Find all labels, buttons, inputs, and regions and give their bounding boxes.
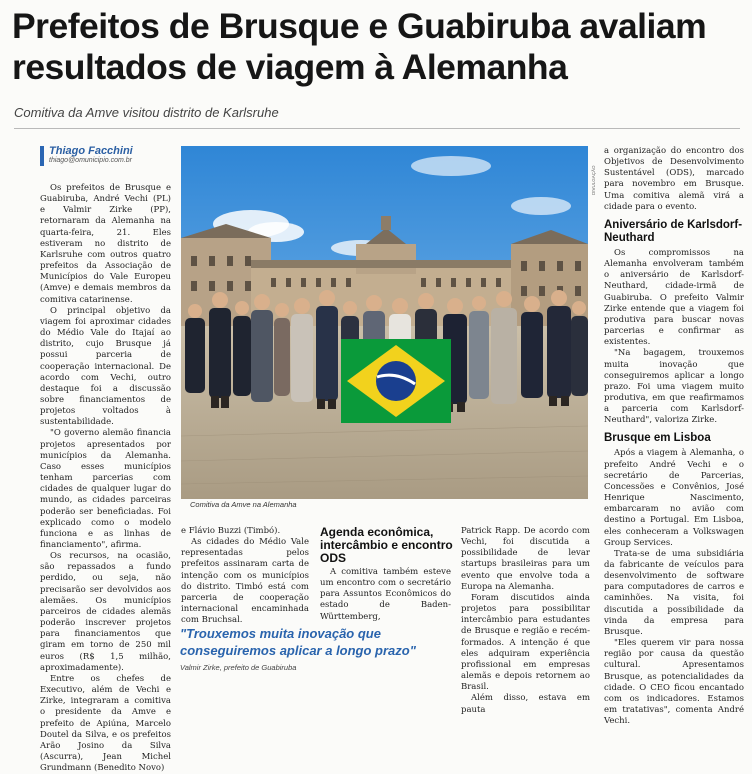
paragraph: Os compromissos na Alemanha envolveram também o aniversário de Karlsdorf-Neuthard, cidade-irmã de Guabiruba. O prefeito Valmir Zirke entende que a viagem foi produtiva para buscar novas parcerias e confirmar as existentes. [604,247,744,348]
section-heading-lisboa: Brusque em Lisboa [604,432,711,445]
article-column-4 [461,526,590,715]
brazil-flag-icon [341,339,451,423]
paragraph: Os recursos, na ocasião, são repassados a fundo perdido, ou seja, não precisarão ser devolvidos aos alemães. Os municípios parceiros de cidades alemãs poderão inscrever projetos para financiamentos que giram em torno de 250 mil euros (R$ 1,5 milhão, aproximadamente). [40,551,171,673]
section-heading-aniversario: Aniversário de Karlsdorf-Neuthard [604,218,743,244]
paragraph: Além disso, estava em pauta [461,693,590,715]
paragraph: "Eles querem vir para nossa região por causa da questão cultural. Apresentamos Brusque, as potencialidades da cidade. O CEO ficou encantado com os indicadores. Estamos em tratativas", comenta André Vechi. [604,638,744,727]
paragraph: Entre os chefes de Executivo, além de Vechi e Zirke, integraram a comitiva o presidente da Amve e prefeito de Apiúna, Marcelo Doutel da Silva, e os prefeitos Arão Josino da Silva (Ascurra), Jean Michel Grundmann (Benedito Novo) [40,673,171,774]
paragraph: O principal objetivo da viagem foi aproximar cidades do Médio Vale do Itajaí ao distrito, cujo Brusque já possui parceria de cooperação internacional. De acordo com Vechi, outro destaque foi a discussão sobre financiamentos de projetos voltados à sustentabilidade. [40,305,171,428]
paragraph: Foram discutidos ainda projetos para possibilitar intercâmbio para estudantes de Brusque e região e recém-formados. A intenção é que eles adquiram experiência profissional em empresas alemãs e depois retornem ao Brasil. [461,592,590,693]
photo-illustration [181,146,588,499]
photo-credit: DIVULGAÇÃO [591,165,596,195]
paragraph: Após a viagem à Alemanha, o prefeito André Vechi e o secretário de Parcerias, Concessões e Convênios, José Henrique Nascimento, embarcaram no avião com destino a Portugal. Em Lisboa, eles conheceram a Volkswagen Group Services. [604,448,744,548]
byline-accent-bar [40,146,44,166]
headline: Prefeitos de Brusque e Guabiruba avaliam resultados de viagem à Alemanha [12,6,707,87]
paragraph: "Na bagagem, trouxemos muita inovação que conseguiremos aplicar a longo prazo. Foi uma viagem muito produtiva, em que reafirmamos a parceria com Karlsdorf-Neuthard", valoriza Zirke. [604,348,744,426]
pull-quote: "Trouxemos muita inovação que conseguiremos aplicar a longo prazo" [180,626,416,658]
paragraph: As cidades do Médio Vale representadas pelos prefeitos assinaram carta de intenção com os municípios do distrito. Timbó está com parceria de cooperação internacional encaminhada com Bruchsal. [181,537,309,626]
paragraph: a organização do encontro dos Objetivos de Desenvolvimento Sustentável (ODS), marcado para novembro em Brusque. Uma comitiva alemã virá a cidade para o evento. [604,146,744,212]
byline-email[interactable]: thiago@omunicipio.com.br [49,157,132,164]
section-heading-agenda: Agenda econômica, intercâmbio e encontro ODS [320,525,453,565]
deck-subtitle: Comitiva da Amve visitou distrito de Karlsruhe [14,105,279,120]
paragraph: Trata-se de uma subsidiária da fabricante de veículos para desenvolvimento de software para computadores de carros e caminhões. Na visita, foi discutida a possibilidade da vinda da empresa para Brusque. [604,548,744,637]
paragraph: "O governo alemão financia projetos apresentados por municípios da Alemanha. Caso esses municípios tenham parcerias com cidades de qualquer lugar do mundo, as cidades parceiras poderão ser beneficiadas. Foi explicado como o modelo funciona e as linhas de financiamento", afirma. [40,428,171,550]
article-column-1 [40,183,171,774]
paragraph: Os prefeitos de Brusque e Guabiruba, André Vechi (PL) e Valmir Zirke (PP), retornaram da Alemanha na quarta-feira, 21. Eles estiveram no distrito de Karlsruhe com outros quatro prefeitos da Associação de Municípios do Vale Europeu (Amve) e demais membros da comitiva catarinense. [40,183,171,305]
paragraph: e Flávio Buzzi (Timbó). [181,526,281,536]
pull-quote-attribution: Valmir Zirke, prefeito de Guabiruba [180,663,297,672]
paragraph: Patrick Rapp. De acordo com Vechi, foi discutida a possibilidade de levar startups brasileiras para um evento que envolve toda a Europa na Alemanha. [461,526,590,592]
divider [14,128,740,129]
article-column-3 [320,567,451,622]
group-photo [181,146,588,499]
article-column-2 [181,526,309,686]
article-column-5 [604,146,744,727]
photo-caption: Comitiva da Amve na Alemanha [190,500,297,509]
paragraph: A comitiva também esteve um encontro com o secretário para Assuntos Econômicos do estado de Baden-Württemberg, [320,567,451,622]
byline-author: Thiago Facchini [49,145,133,157]
